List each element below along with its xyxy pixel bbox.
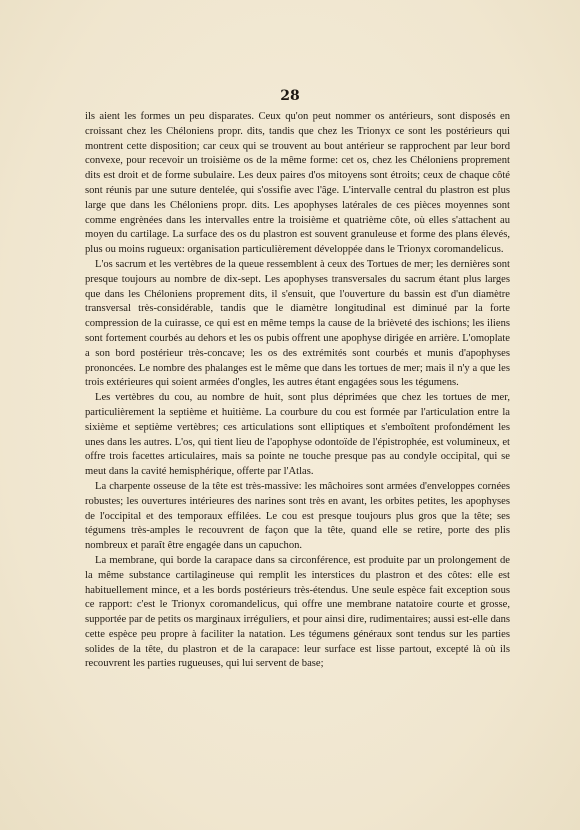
body-text	[85, 110, 510, 672]
paragraph: L'os sacrum et les vertèbres de la queue ressemblent à ceux des Tortues de mer; les dernières sont presque toujours au nombre de dix-sept. Les apophyses transversales du sacrum étant plus larges que dans les Chéloniens proprement dits, il s'ensuit, que l'ouverture du bassin est d'un diamètre transversal très-considérable, tandis que le diamètre longitudinal est diminué par la forte compression de la cuirasse, ce qui est en même temps la cause de la brièveté des ischions; les iliens sont fortement courbés au dehors et les os pubis offrent une apophyse dirigée en arrière. L'omoplate a son bord postérieur très-concave; les os des extrémités sont courbés et munis d'apophyses prononcées. Le nombre des phalanges est le même que dans les tortues de mer; mais il n'y a que les trois extérieures qui soient armées d'ongles, les autres étant engagées sous les tégumens.	[85, 258, 510, 389]
paragraph: La charpente osseuse de la tête est très-massive: les mâchoires sont armées d'enveloppes cornées robustes; les ouvertures intérieures des narines sont très en avant, les orbites petites, les apophyses de l'occipital et des temporaux effilées. Le cou est presque toujours plus gros que la tête; ses tégumens très-amples le recouvrent de façon que la tête, quand elle se retire, porte des plis nombreux et paraît être engagée dans un capuchon.	[85, 480, 510, 552]
paragraph: La membrane, qui borde la carapace dans sa circonférence, est produite par un prolongement de la même substance cartilagineuse qui remplit les interstices du plastron et des côtes: elle est habituellement mince, et a les bords postérieurs très-étendus. Une seule espèce fait exception sous ce rapport: c'est le Trionyx coromandelicus, qui offre une membrane natatoire courte et grosse, supportée par de petits os marginaux irréguliers, et pour ainsi dire, rudimentaires; aussi est-elle dans cette espèce peu propre à faciliter la natation. Les tégumens généraux sont tendus sur les parties solides de la tête, du plastron et de la carapace: leur surface est lisse partout, excepté là où ils recouvrent les parties rugueuses, qui lui servent de base;	[85, 554, 510, 670]
page-number: 28	[280, 88, 300, 104]
paragraph: ils aient les formes un peu disparates. Ceux qu'on peut nommer os antérieurs, sont disposés en croissant chez les Chéloniens propr. dits, tandis que chez les Trionyx ce sont les postérieurs qui montrent cette disposition; car ceux qui se trouvent au bout antérieur se rapprochent par leur bord convexe, pour recevoir un troisième os de la même forme: cet os, chez les Chéloniens proprement dits est droit et de forme subulaire. Les deux paires d'os mitoyens sont étroits; ceux de chaque côté sont réunis par une suture dentelée, qui s'ossifie avec l'âge. L'intervalle central du plastron est plus large que dans les Chéloniens propr. dits. Les apophyses latérales de ces pièces moyennes sont comme engrènées dans les intervalles entre la troisième et quatrième côte, où elles s'attachent au moyen du cartilage. La surface des os du plastron est souvent granuleuse et forme des plans élevés, plus ou moins rugueux: organisation particulièrement développée dans le Trionyx coromandelicus.	[85, 111, 510, 256]
paragraph: Les vertèbres du cou, au nombre de huit, sont plus déprimées que chez les tortues de mer, particulièrement la septième et huitième. La courbure du cou est formée par l'articulation entre la sixième et septième vertèbres; ces articulations sont elliptiques et s'emboîtent profondément les unes dans les autres. L'os, qui tient lieu de l'apophyse odontoïde de l'épistrophée, est volumineux, et offre trois facettes articulaires, mais sa pointe ne touche presque pas au condyle occipital, qui se meut dans la cavité hemisphérique, offerte par l'Atlas.	[85, 392, 510, 478]
